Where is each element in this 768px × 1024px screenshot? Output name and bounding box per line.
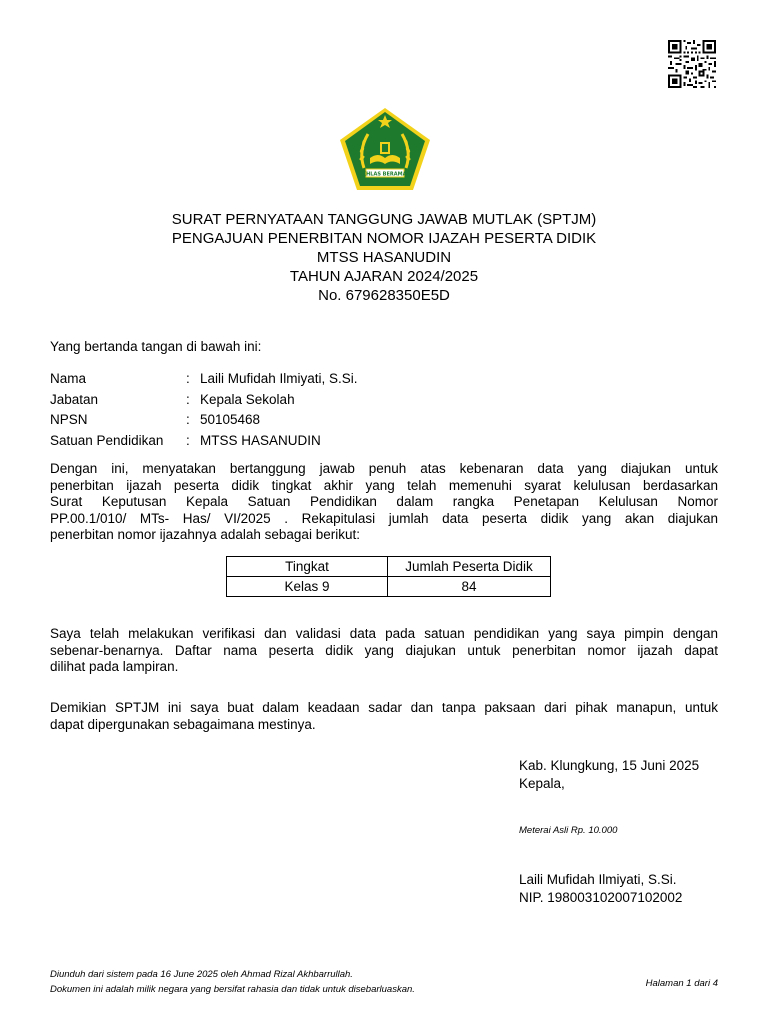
info-colon: :: [186, 371, 190, 386]
cell-jumlah: 84: [388, 577, 551, 597]
cell-tingkat: Kelas 9: [227, 577, 388, 597]
closing-paragraph: [50, 700, 718, 733]
info-label: NPSN: [50, 412, 88, 427]
info-row-nama: [50, 369, 550, 390]
download-footer: [50, 967, 415, 997]
paragraph-line: PP.00.1/010/ MTs- Has/ VI/2025 . Rekapitulasi jumlah data peserta didik yang akan diajukan: [50, 510, 718, 526]
svg-text:IKHLAS BERAMAL: IKHLAS BERAMAL: [360, 171, 410, 178]
statement-paragraph: [50, 461, 718, 544]
materai-note: Meterai Asli Rp. 10.000: [519, 825, 618, 836]
column-header-jumlah: Jumlah Peserta Didik: [388, 557, 551, 577]
paragraph-line: dilihat pada lampiran.: [50, 659, 179, 674]
title-line-2: PENGAJUAN PENERBITAN NOMOR IJAZAH PESERTA DIDIK: [171, 230, 597, 247]
place-date: Kab. Klungkung, 15 Juni 2025: [519, 758, 700, 773]
paragraph-line: Surat Keputusan Kepala Satuan Pendidikan dalam rangka Penetapan Kelulusan Nomor: [50, 494, 718, 509]
paragraph-line: penerbitan ijazah peserta didik tingkat akhir yang telah memenuhi syarat kelulusan berdasarkan: [50, 477, 718, 493]
table-header-row: [227, 557, 551, 577]
info-colon: :: [186, 391, 190, 407]
info-label: Jabatan: [50, 391, 99, 407]
info-row-jabatan: [50, 390, 550, 411]
info-row-satuan-pendidikan: [50, 431, 550, 452]
paragraph-line: sebenar-benarnya. Daftar nama peserta didik yang diajukan untuk penerbitan nomor ijazah dapat: [50, 642, 718, 658]
intro-text: Yang bertanda tangan di bawah ini:: [50, 339, 262, 354]
info-colon: :: [186, 412, 190, 427]
page-number: Halaman 1 dari 4: [645, 978, 718, 989]
paragraph-line: Dengan ini, menyatakan bertanggung jawab penuh atas kebenaran data yang diajukan untuk: [50, 461, 718, 476]
paragraph-line: penerbitan nomor ijazahnya adalah sebagai berikut:: [50, 527, 360, 542]
kemenag-emblem-logo: [338, 106, 432, 192]
info-colon: :: [186, 432, 190, 448]
info-label: Satuan Pendidikan: [50, 432, 164, 448]
paragraph-line: Demikian SPTJM ini saya buat dalam keadaan sadar dan tanpa paksaan dari pihak manapun, untuk: [50, 700, 718, 715]
footer-line-2: Dokumen ini adalah milik negara yang bersifat rahasia dan tidak untuk disebarluaskan.: [50, 984, 415, 995]
footer-line-1: Diunduh dari sistem pada 16 June 2025 oleh Ahmad Rizal Akhbarrullah.: [50, 969, 353, 980]
document-number: No. 679628350E5D: [318, 287, 450, 304]
signer-info: [50, 369, 550, 451]
paragraph-line: dapat dipergunakan sebagaimana mestinya.: [50, 716, 316, 732]
info-value: MTSS HASANUDIN: [200, 432, 321, 448]
title-line-4: TAHUN AJARAN 2024/2025: [289, 268, 479, 285]
table-row: [227, 577, 551, 597]
column-header-tingkat: Tingkat: [227, 557, 388, 577]
verification-paragraph: [50, 626, 718, 676]
recap-table: [226, 556, 551, 597]
info-label: Nama: [50, 371, 87, 386]
info-row-npsn: [50, 410, 550, 431]
info-value: Laili Mufidah Ilmiyati, S.Si.: [200, 371, 358, 386]
title-line-3: MTSS HASANUDIN: [316, 249, 452, 266]
qr-code: [666, 40, 718, 88]
signer-role: Kepala,: [519, 776, 565, 791]
title-line-1: SURAT PERNYATAAN TANGGUNG JAWAB MUTLAK (SPTJM): [171, 211, 597, 228]
paragraph-line: Saya telah melakukan verifikasi dan validasi data pada satuan pendidikan yang saya pimpin dengan: [50, 626, 718, 641]
document-title: [0, 210, 768, 305]
signer-nip: NIP. 198003102007102002: [519, 890, 683, 905]
info-value: 50105468: [200, 412, 261, 427]
info-value: Kepala Sekolah: [200, 391, 295, 407]
signer-name: Laili Mufidah Ilmiyati, S.Si.: [519, 872, 677, 887]
